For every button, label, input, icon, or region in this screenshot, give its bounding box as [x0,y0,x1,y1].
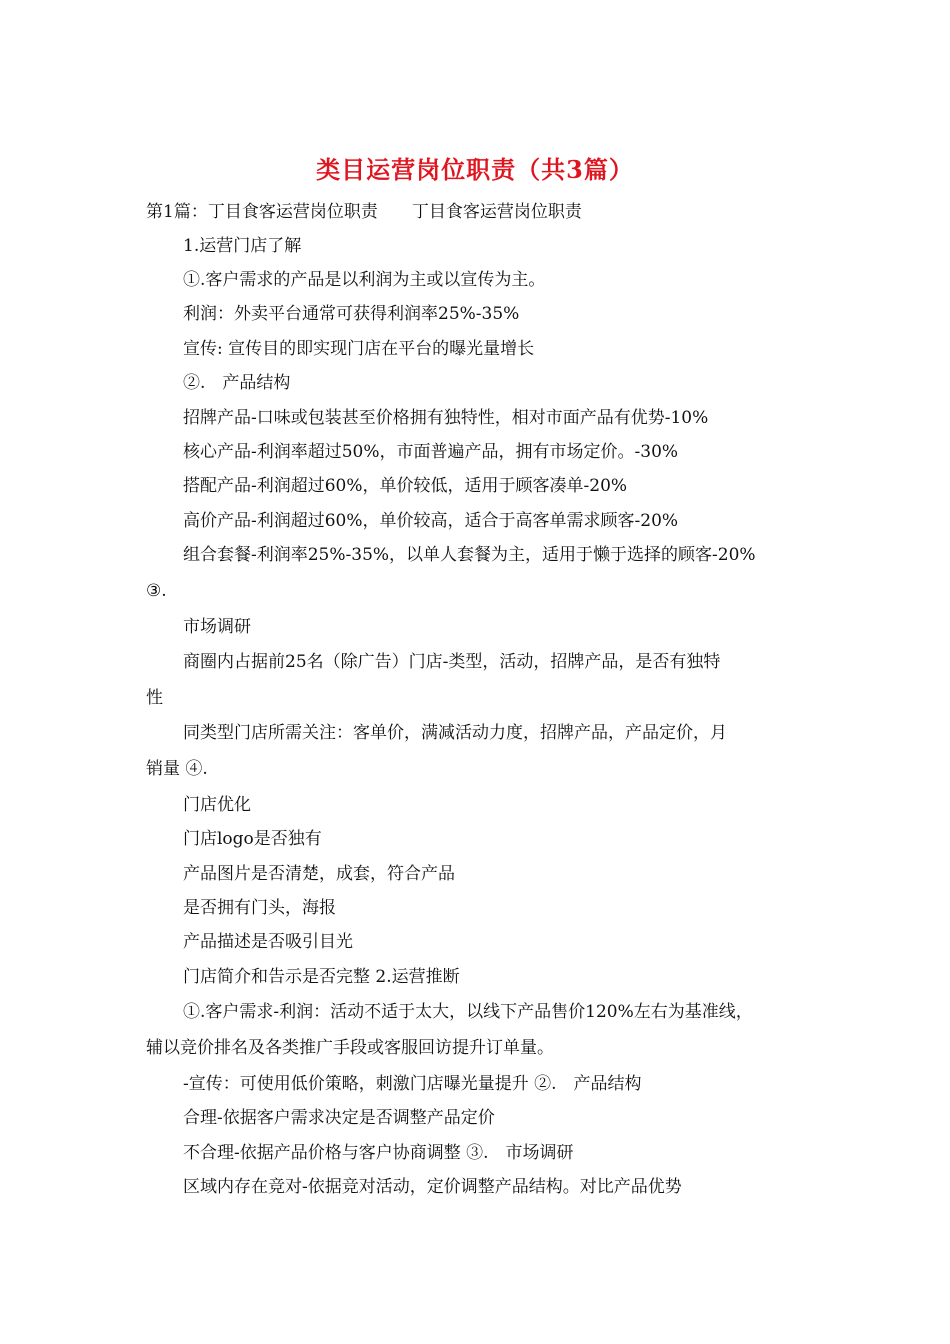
paragraph-line: 产品图片是否清楚，成套，符合产品 [183,864,455,884]
paragraph-line: 门店简介和告示是否完整 2.运营推断 [183,967,460,987]
paragraph-line: ③. [146,581,167,601]
document-title: 类目运营岗位职责（共3篇） [316,155,634,184]
paragraph-line: -宣传：可使用低价策略，刺激门店曝光量提升 ②. 产品结构 [183,1074,642,1094]
paragraph-line: 核心产品-利润率超过50%，市面普遍产品，拥有市场定价。-30% [183,442,679,462]
paragraph-line: ①.客户需求-利润：活动不适于太大，以线下产品售价120%左右为基准线， [183,1002,753,1022]
paragraph-line: 门店优化 [183,795,251,815]
paragraph-line: 是否拥有门头，海报 [183,898,336,918]
paragraph-line: 区域内存在竞对-依据竞对活动，定价调整产品结构。对比产品优势 [183,1177,682,1197]
paragraph-line: 组合套餐-利润率25%-35%，以单人套餐为主，适用于懒于选择的顾客-20% [183,545,756,565]
paragraph-line: ②. 产品结构 [183,373,291,393]
paragraph-line: 利润：外卖平台通常可获得利润率25%-35% [183,304,520,324]
paragraph-line: 不合理-依据产品价格与客户协商调整 ③. 市场调研 [183,1143,574,1163]
paragraph-line: 辅以竞价排名及各类推广手段或客服回访提升订单量。 [146,1038,554,1058]
paragraph-line: 宣传: 宣传目的即实现门店在平台的曝光量增长 [183,339,535,359]
paragraph-line: 合理-依据客户需求决定是否调整产品定价 [183,1108,495,1128]
paragraph-line: 高价产品-利润超过60%，单价较高，适合于高客单需求顾客-20% [183,511,679,531]
paragraph-line: 产品描述是否吸引目光 [183,932,353,952]
paragraph-line: 门店logo是否独有 [183,829,322,849]
paragraph-line: ①.客户需求的产品是以利润为主或以宣传为主。 [183,270,546,290]
paragraph-line: 第1篇：丁目食客运营岗位职责 丁目食客运营岗位职责 [146,202,582,222]
paragraph-line: 搭配产品-利润超过60%，单价较低，适用于顾客凑单-20% [183,476,628,496]
paragraph-line: 市场调研 [183,617,251,637]
paragraph-line: 1.运营门店了解 [183,236,302,256]
paragraph-line: 同类型门店所需关注：客单价，满减活动力度，招牌产品，产品定价，月 [183,723,727,743]
paragraph-line: 招牌产品-口味或包装甚至价格拥有独特性，相对市面产品有优势-10% [183,408,709,428]
paragraph-line: 商圈内占据前25名（除广告）门店-类型，活动，招牌产品，是否有独特 [183,652,721,672]
paragraph-line: 销量 ④. [146,759,208,779]
paragraph-line: 性 [146,688,163,708]
